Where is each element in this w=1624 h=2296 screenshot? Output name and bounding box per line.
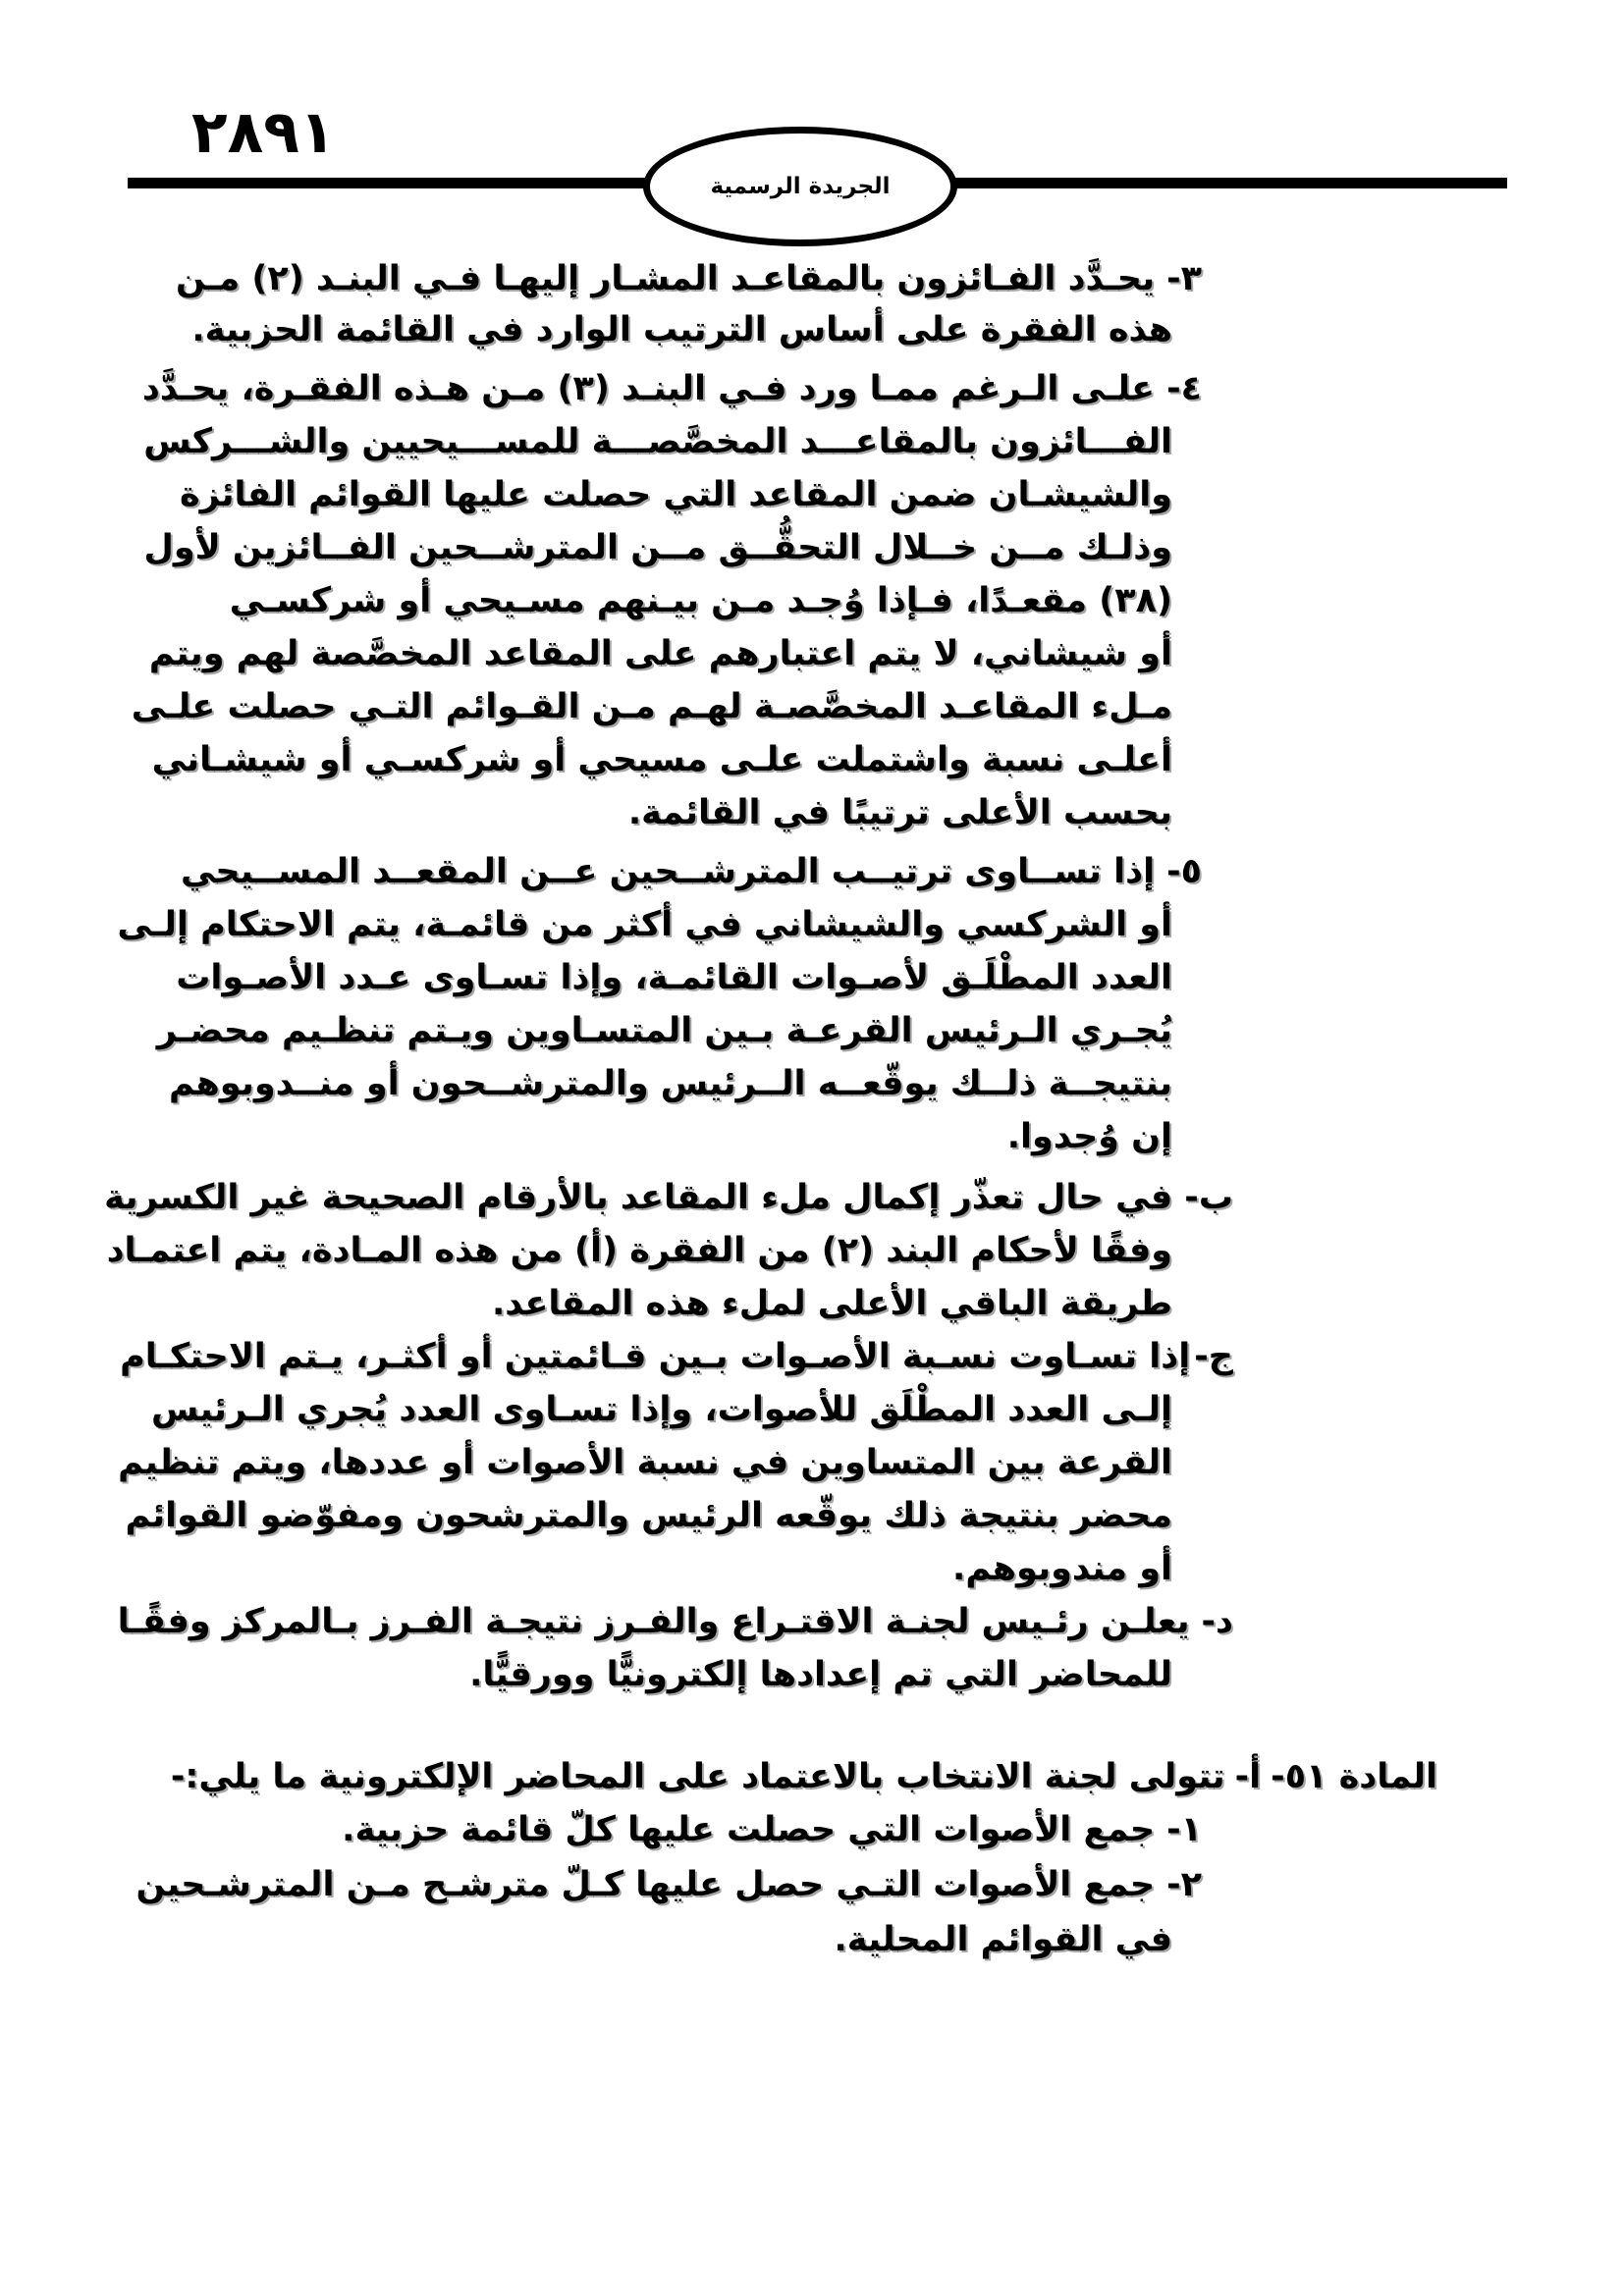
item-5-line-4: يُجـري الـرئيس القرعـة بـين المتسـاوين ويـتم تنظـيم محضـر	[156, 1011, 1172, 1050]
item-b-line-3: طريقة الباقي الأعلى لملء هذه المقاعد.	[491, 1284, 1172, 1323]
item-c-line-2: إلـى العدد المطْلَق للأصوات، وإذا تسـاوى العدد يُجري الـرئيس	[150, 1390, 1172, 1429]
item-3-line-2: هذه الفقرة على أساس الترتيب الوارد في القائمة الحزبية.	[191, 310, 1172, 349]
item-d-line-1: د-يعلـن رئـيس لجنـة الاقتـراع والفـرز نتيجـة الفـرز بـالمركز وفقًـا	[118, 1598, 1233, 1645]
item-3-line-1: ٣-يحـدَّد الفـائزون بالمقاعـد المشـار إليهـا فـي البنـد (٢) مـن	[176, 255, 1202, 302]
item-b-line-2: وفقًا لأحكام البند (٢) من الفقرة (أ) من هذه المـادة، يتم اعتمـاد	[106, 1231, 1172, 1270]
item-5-line-5: بنتيجــة ذلــك يوقّعــه الــرئيس والمترشــحون أو منــدوبوهم	[169, 1064, 1172, 1103]
item-4-line-5: (٣٨) مقعـدًا، فـإذا وُجـد مـن بيـنهم مسـيحي أو شركسـي	[229, 581, 1172, 620]
item-marker: ٣-	[1166, 259, 1202, 298]
item-marker: د-	[1201, 1602, 1233, 1641]
article-51-sub-2-line-1: ٢-جمع الأصوات التـي حصل عليها كـلّ مترشـح مـن المترشـحين	[135, 1861, 1202, 1908]
article-51-sub-2-line-2: في القوائم المحلية.	[834, 1920, 1172, 1959]
item-5-line-6: إن وُجدوا.	[1006, 1117, 1172, 1156]
page-number: ٢٨٩١	[191, 98, 336, 167]
item-4-line-8: أعلـى نسبة واشتملت علـى مسيحي أو شركسـي أو شيشـاني	[151, 740, 1172, 779]
item-4-line-3: والشيشـان ضمن المقاعد التي حصلت عليها القوائم الفائزة	[179, 475, 1172, 514]
item-marker: ٥-	[1166, 852, 1202, 891]
article-51-heading-line	[171, 1753, 1437, 1800]
item-5-line-3: العدد المطْلَـق لأصـوات القائمـة، وإذا تسـاوى عـدد الأصـوات	[176, 958, 1172, 997]
masthead-oval	[643, 127, 957, 246]
item-marker: ب-	[1184, 1178, 1233, 1217]
item-marker: ٤-	[1166, 369, 1202, 408]
item-marker: أ-	[1234, 1757, 1262, 1796]
item-marker: ١-	[1166, 1810, 1202, 1849]
item-5-line-1: ٥-إذا تســاوى ترتيــب المترشــحين عــن المقعــد المســيحي	[181, 848, 1202, 895]
item-4-line-9: بحسب الأعلى ترتيبًا في القائمة.	[627, 793, 1172, 832]
item-4-line-1: ٤-علـى الـرغم ممـا ورد فـي البنـد (٣) مـن هـذه الفقـرة، يحـدَّد	[142, 365, 1202, 412]
item-c-line-5: أو مندوبوهم.	[952, 1549, 1172, 1588]
item-marker: ٢-	[1166, 1865, 1202, 1904]
item-c-line-3: القرعة بين المتساوين في نسبة الأصوات أو عددها، ويتم تنظيم	[118, 1443, 1172, 1482]
item-d-line-2: للمحاضر التي تم إعدادها إلكترونيًّا وورقيًّا.	[469, 1655, 1172, 1694]
item-c-line-1: ج-إذا تسـاوت نسـبة الأصـوات بـين قـائمتين أو أكثـر، يـتم الاحتكـام	[120, 1333, 1233, 1380]
article-intro: تتولى لجنة الانتخاب بالاعتماد على المحاضر الإلكترونية ما يلي:-	[170, 1757, 1225, 1796]
item-marker: ج-	[1194, 1337, 1233, 1376]
article-51-sub-1-line-1: ١-جمع الأصوات التي حصلت عليها كلّ قائمة حزبية.	[342, 1806, 1202, 1853]
item-4-line-7: مـلء المقاعـد المخصَّصـة لهـم مـن القـوائم التـي حصلت علـى	[131, 687, 1172, 726]
item-5-line-2: أو الشركسي والشيشاني في أكثر من قائمـة، يتم الاحتكام إلـى	[117, 905, 1172, 944]
item-b-line-1: ب-في حال تعذّر إكمال ملء المقاعد بالأرقام الصحيحة غير الكسرية	[104, 1174, 1233, 1221]
masthead-title: الجريدة الرسمية	[710, 174, 891, 199]
item-4-line-2: الفـــائزون بالمقاعـــد المخصَّصـــة للمســـيحيين والشـــركس	[143, 422, 1172, 461]
article-heading: المادة ٥١-	[1271, 1757, 1437, 1796]
item-c-line-4: محضر بنتيجة ذلك يوقّعه الرئيس والمترشحون ومفوّضو القوائم	[125, 1496, 1172, 1535]
item-4-line-6: أو شيشاني، لا يتم اعتبارهم على المقاعد المخصَّصة لهم ويتم	[148, 634, 1172, 673]
item-4-line-4: وذلـك مــن خــلال التحقُّــق مــن المترشــحين الفــائزين لأول	[143, 528, 1172, 567]
